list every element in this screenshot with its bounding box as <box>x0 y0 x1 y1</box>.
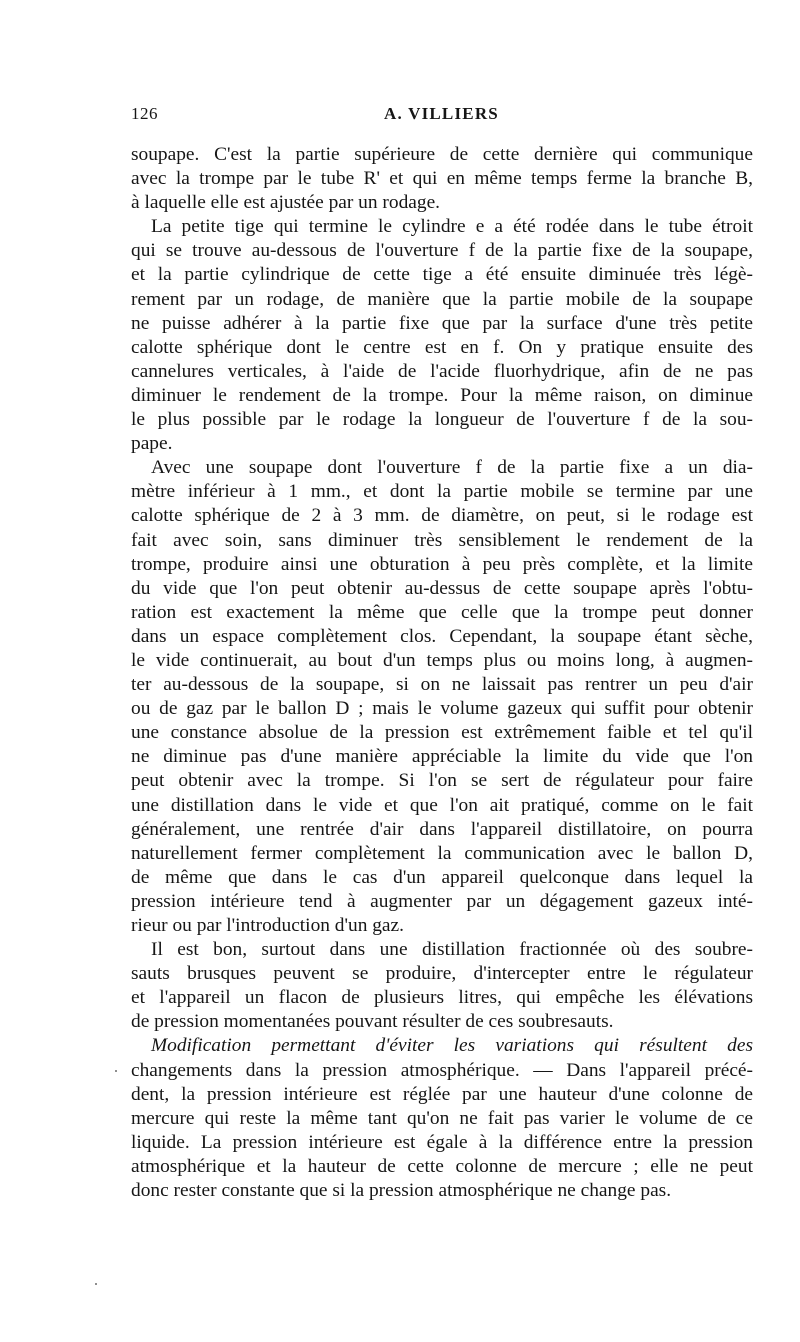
text-line: qui se trouve au-dessous de l'ouverture f de la partie fixe de la soupape, <box>131 240 753 262</box>
text-line: naturellement fermer complètement la communication avec le ballon D, <box>131 842 753 864</box>
text-line: atmosphérique et la hauteur de cette colonne de mercure ; elle ne peut <box>131 1155 753 1177</box>
text-line: ter au-dessous de la soupape, si on ne laissait pas rentrer un peu d'air <box>131 674 753 696</box>
text-line: trompe, produire ainsi une obturation à peu près complète, et la limite <box>131 553 753 575</box>
text-line: dans un espace complètement clos. Cependant, la soupape étant sèche, <box>131 625 753 647</box>
text-line: mercure qui reste la même tant qu'on ne fait pas varier le volume de ce <box>131 1107 753 1129</box>
text-line: fait avec soin, sans diminuer très sensiblement le rendement de la <box>131 529 753 551</box>
text-line: généralement, une rentrée d'air dans l'appareil distillatoire, on pourra <box>131 818 753 840</box>
text-line: le vide continuerait, au bout d'un temps plus ou moins long, à augmen- <box>131 649 753 671</box>
running-head <box>131 104 752 128</box>
text-line: calotte sphérique de 2 à 3 mm. de diamètre, on peut, si le rodage est <box>131 505 753 527</box>
text-line: mètre inférieur à 1 mm., et dont la partie mobile se termine par une <box>131 481 753 503</box>
text-line: et l'appareil un flacon de plusieurs litres, qui empêche les élévations <box>131 987 753 1009</box>
text-line: Il est bon, surtout dans une distillation fractionnée où des soubre- <box>151 939 753 961</box>
text-line: à laquelle elle est ajustée par un rodage. <box>131 192 441 214</box>
text-line: cannelures verticales, à l'aide de l'acide fluorhydrique, afin de ne pas <box>131 360 753 382</box>
text-line: donc rester constante que si la pression atmosphérique ne change pas. <box>131 1180 672 1202</box>
text-line: sauts brusques peuvent se produire, d'intercepter entre le régulateur <box>131 963 753 985</box>
text-line: liquide. La pression intérieure est égale à la différence entre la pression <box>131 1131 753 1153</box>
text-line: ou de gaz par le ballon D ; mais le volume gazeux qui suffit pour obtenir <box>131 698 753 720</box>
scan-speck <box>115 1070 117 1072</box>
running-title: A. VILLIERS <box>384 104 499 123</box>
text-line: de pression momentanées pouvant résulter de ces soubresauts. <box>131 1011 614 1033</box>
page-number: 126 <box>131 104 158 123</box>
section-heading-line: Modification permettant d'éviter les variations qui résultent des <box>151 1035 753 1057</box>
text-line: du vide que l'on peut obtenir au-dessus de cette soupape après l'obtu- <box>131 577 753 599</box>
text-line: dent, la pression intérieure est réglée par une hauteur d'une colonne de <box>131 1083 753 1105</box>
text-line: soupape. C'est la partie supérieure de cette dernière qui communique <box>131 144 753 165</box>
text-line: peut obtenir avec la trompe. Si l'on se sert de régulateur pour faire <box>131 770 753 792</box>
text-line: et la partie cylindrique de cette tige a été ensuite diminuée très légè- <box>131 264 753 286</box>
text-line: rieur ou par l'introduction d'un gaz. <box>131 915 404 936</box>
text-line: ration est exactement la même que celle que la trompe peut donner <box>131 601 753 623</box>
text-line: calotte sphérique dont le centre est en f. On y pratique ensuite des <box>131 336 753 358</box>
text-line: une distillation dans le vide et que l'on ait pratiqué, comme on le fait <box>131 794 753 816</box>
scan-speck <box>95 1283 97 1285</box>
text-line: La petite tige qui termine le cylindre e a été rodée dans le tube étroit <box>151 216 753 238</box>
text-line: une constance absolue de la pression est extrêmement faible et tel qu'il <box>131 722 753 744</box>
text-line: avec la trompe par le tube R' et qui en même temps ferme la branche B, <box>131 168 753 190</box>
text-line: diminuer le rendement de la trompe. Pour la même raison, on diminue <box>131 384 753 406</box>
text-line: changements dans la pression atmosphérique. — Dans l'appareil précé- <box>131 1059 753 1081</box>
text-line: le plus possible par le rodage la longueur de l'ouverture f de la sou- <box>131 409 753 431</box>
text-line: de même que dans le cas d'un appareil quelconque dans lequel la <box>131 866 753 888</box>
text-line: rement par un rodage, de manière que la partie mobile de la soupape <box>131 288 753 310</box>
text-line: ne puisse adhérer à la partie fixe que par la surface d'une très petite <box>131 312 753 334</box>
text-line: Avec une soupape dont l'ouverture f de la partie fixe a un dia- <box>151 457 753 479</box>
body-text <box>131 143 753 1203</box>
text-line: ne diminue pas d'une manière appréciable la limite du vide que l'on <box>131 746 753 768</box>
text-line: pression intérieure tend à augmenter par un dégagement gazeux inté- <box>131 890 753 912</box>
text-line: pape. <box>131 433 173 455</box>
